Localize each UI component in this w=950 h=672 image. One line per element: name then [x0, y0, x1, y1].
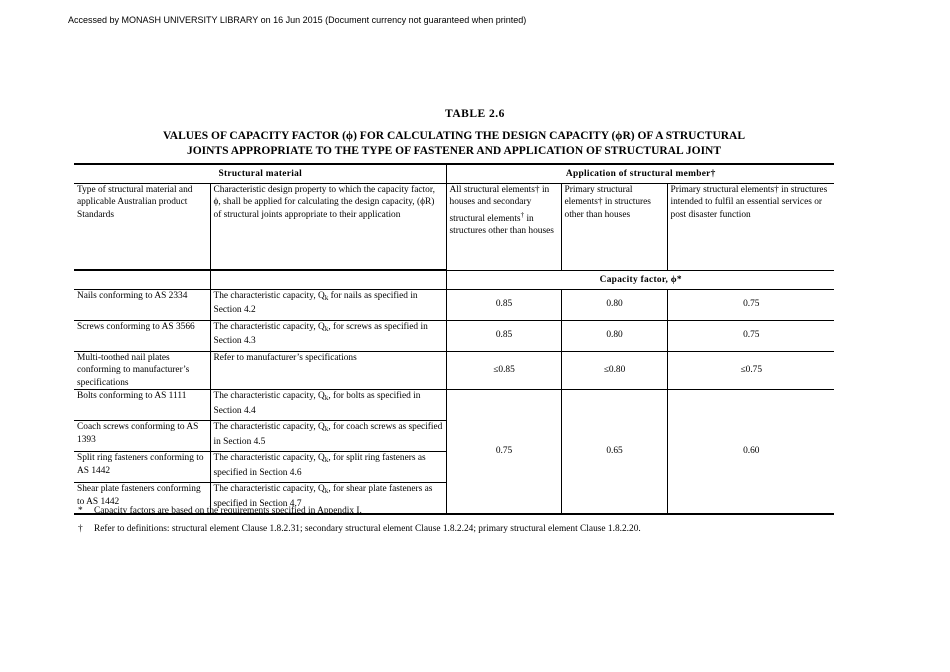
capacity-factor-row [74, 270, 834, 289]
table-row [74, 320, 834, 351]
fastener-type: Shear plate fasteners conforming to AS 1442 [74, 483, 210, 514]
footnote-mark: * [78, 506, 83, 516]
blank-cell [74, 270, 210, 289]
table-heading [74, 129, 834, 158]
table-heading-line-1: VALUES OF CAPACITY FACTOR (ϕ) FOR CALCULATING THE DESIGN CAPACITY (ϕR) OF A STRUCTURAL [162, 130, 746, 142]
header-row-1 [74, 164, 834, 183]
table-row [74, 289, 834, 320]
application-header: Application of structural member† [446, 164, 834, 183]
table-row [74, 390, 834, 421]
fastener-type: Screws conforming to AS 3566 [74, 320, 210, 351]
factor-value: 0.80 [561, 289, 667, 320]
design-property: The characteristic capacity, $Q_k$ for nails as specified in Section 4.2 [210, 289, 446, 320]
fastener-type: Nails conforming to AS 2334 [74, 289, 210, 320]
footnote-mark: † [78, 523, 83, 534]
factor-value: 0.85 [446, 289, 561, 320]
footnote [78, 523, 641, 536]
factor-value: 0.75 [667, 289, 834, 320]
group-factor-value: 0.60 [667, 390, 834, 514]
access-note: Accessed by MONASH UNIVERSITY LIBRARY on 16 Jun 2015 (Document currency not guaranteed when printed) [68, 15, 527, 25]
type-column-header: Type of structural material and applicable Australian product Standards [74, 183, 210, 269]
factor-value: 0.80 [561, 320, 667, 351]
houses-column-header: All structural elements† in houses and secondary structural elements† in structures other than houses [446, 183, 561, 270]
footnotes [78, 505, 641, 540]
design-property: Refer to manufacturer’s specifications [210, 351, 446, 390]
group-factor-value: 0.75 [446, 390, 561, 514]
fastener-type: Bolts conforming to AS 1111 [74, 390, 210, 421]
table-title: TABLE 2.6 [445, 108, 505, 120]
essential-column-header: Primary structural elements† in structures intended to fulfil an essential services or post disaster function [667, 183, 834, 270]
design-property: The characteristic capacity, $Q_k$, for shear plate fasteners as specified in Section 4.7 [210, 483, 446, 514]
design-property: The characteristic capacity, $Q_k$, for coach screws as specified in Section 4.5 [210, 421, 446, 452]
footnote-text: Refer to definitions: structural element Clause 1.8.2.31; secondary structural element Clause 1.8.2.24; primary structural element Clause 1.8.2.20. [94, 523, 641, 534]
header-row-2 [74, 183, 834, 269]
footnote [78, 505, 641, 518]
capacity-factor-header: Capacity factor, ϕ* [446, 270, 834, 289]
factor-value: ≤0.75 [667, 351, 834, 390]
factor-value: ≤0.85 [446, 351, 561, 390]
fastener-type: Multi-toothed nail plates conforming to manufacturer’s specifications [74, 351, 210, 390]
primary-column-header: Primary structural elements† in structures other than houses [561, 183, 667, 270]
blank-cell [210, 270, 446, 289]
fastener-type: Coach screws conforming to AS 1393 [74, 421, 210, 452]
table-heading-line-2: JOINTS APPROPRIATE TO THE TYPE OF FASTENER AND APPLICATION OF STRUCTURAL JOINT [186, 144, 722, 157]
design-property: The characteristic capacity, $Q_k$, for bolts as specified in Section 4.4 [210, 390, 446, 421]
property-column-header: Characteristic design property to which the capacity factor, ϕ, shall be applied for calculating the design capacity, (ϕR) of structural joints appropriate to their application [210, 183, 446, 269]
structural-material-header: Structural material [74, 164, 446, 183]
design-property: The characteristic capacity, $Q_k$, for split ring fasteners as specified in Section 4.6 [210, 452, 446, 483]
footnote-text: Capacity factors are based on the requirements specified in Appendix I. [94, 506, 362, 516]
factor-value: ≤0.80 [561, 351, 667, 390]
fastener-type: Split ring fasteners conforming to AS 1442 [74, 452, 210, 483]
factor-value: 0.85 [446, 320, 561, 351]
group-factor-value: 0.65 [561, 390, 667, 514]
design-property: The characteristic capacity, $Q_k$, for screws as specified in Section 4.3 [210, 320, 446, 351]
table-row [74, 351, 834, 390]
capacity-factor-table [74, 163, 834, 515]
factor-value: 0.75 [667, 320, 834, 351]
